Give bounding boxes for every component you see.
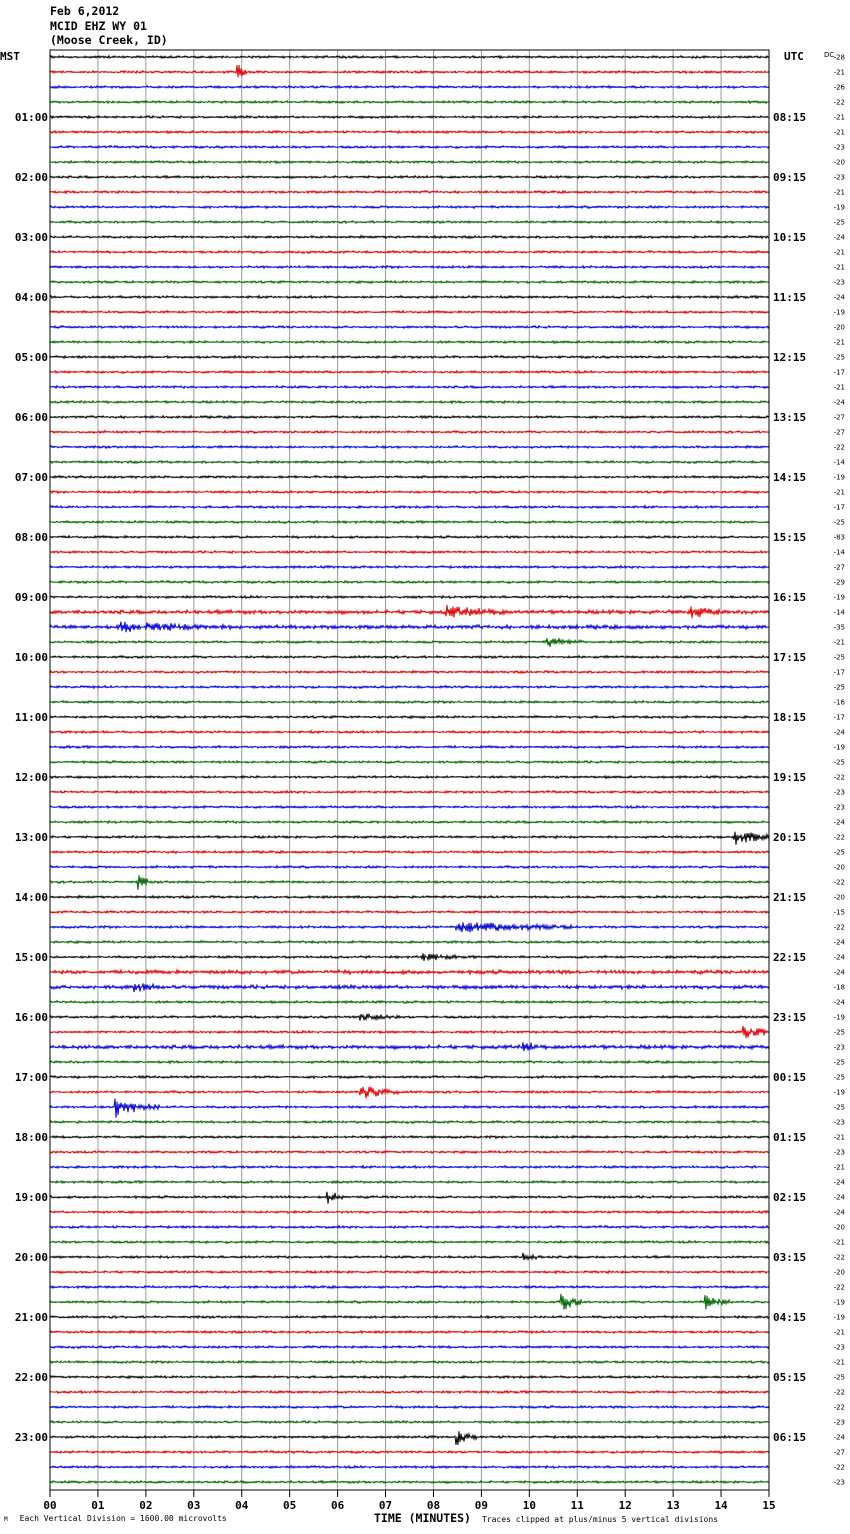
dc-offset-label: -20 xyxy=(833,158,845,167)
dc-offset-label: -15 xyxy=(833,908,845,917)
x-tick-label: 10 xyxy=(522,1499,536,1512)
x-tick-label: 09 xyxy=(474,1499,489,1512)
trace-row xyxy=(50,1192,769,1204)
dc-offset-label: -23 xyxy=(833,173,845,182)
trace-row xyxy=(50,566,769,569)
dc-offset-label: -22 xyxy=(833,443,845,452)
dc-offset-label: -25 xyxy=(833,1103,845,1112)
trace-row xyxy=(50,371,769,374)
mst-hour-label: 13:00 xyxy=(14,831,48,844)
trace-row xyxy=(50,356,769,359)
trace-row xyxy=(50,622,769,633)
trace-row xyxy=(50,638,769,647)
mst-hour-label: 11:00 xyxy=(14,711,48,724)
trace-row xyxy=(50,206,769,209)
clip-note: Traces clipped at plus/minus 5 vertical divisions xyxy=(482,1515,719,1524)
trace-row xyxy=(50,191,769,194)
dc-offset-label: -22 xyxy=(833,833,845,842)
trace-row xyxy=(50,251,769,254)
trace-row xyxy=(50,1361,769,1364)
trace-row xyxy=(50,1087,769,1099)
dc-column-title: DC xyxy=(824,51,835,59)
dc-offset-label: -24 xyxy=(833,293,845,302)
dc-offset-label: -25 xyxy=(833,683,845,692)
trace-row xyxy=(50,1294,769,1310)
dc-offset-label: -21 xyxy=(833,1133,845,1142)
mst-hour-label: 02:00 xyxy=(14,171,48,184)
trace-row xyxy=(50,896,769,899)
mst-hour-label: 01:00 xyxy=(14,111,48,124)
x-tick-label: 04 xyxy=(235,1499,249,1512)
trace-row xyxy=(50,821,769,824)
trace-row xyxy=(50,746,769,749)
trace-row xyxy=(50,1376,769,1379)
trace-row xyxy=(50,281,769,284)
trace-row xyxy=(50,56,769,59)
x-tick-label: 03 xyxy=(187,1499,201,1512)
dc-offset-label: -35 xyxy=(833,623,845,632)
mst-hour-label: 05:00 xyxy=(14,351,48,364)
dc-offset-label: -25 xyxy=(833,1028,845,1037)
dc-offset-label: -24 xyxy=(833,1178,845,1187)
trace-group xyxy=(50,56,769,1484)
dc-offset-label: -21 xyxy=(833,1328,845,1337)
utc-hour-label: 00:15 xyxy=(773,1071,807,1084)
dc-offset-label: -23 xyxy=(833,803,845,812)
trace-row xyxy=(50,984,769,993)
dc-offset-label: -24 xyxy=(833,398,845,407)
trace-row xyxy=(50,1151,769,1154)
utc-hour-label: 10:15 xyxy=(773,231,807,244)
dc-offset-label: -21 xyxy=(833,1163,845,1172)
station-label: MCID EHZ WY 01 xyxy=(50,18,147,33)
utc-hour-label: 19:15 xyxy=(773,771,807,784)
dc-offset-label: -17 xyxy=(833,713,845,722)
trace-row xyxy=(50,65,769,77)
mst-hour-label: 17:00 xyxy=(14,1071,48,1084)
utc-hour-label: 18:15 xyxy=(773,711,807,724)
dc-offset-label: -27 xyxy=(833,413,845,422)
mst-hour-label: 14:00 xyxy=(14,891,48,904)
trace-row xyxy=(50,851,769,854)
mst-hour-label: 16:00 xyxy=(14,1011,48,1024)
dc-offset-label: -24 xyxy=(833,818,845,827)
dc-offset-label: -22 xyxy=(833,923,845,932)
trace-row xyxy=(50,1076,769,1079)
trace-row xyxy=(50,953,769,961)
trace-row xyxy=(50,1061,769,1064)
trace-row xyxy=(50,296,769,299)
utc-hour-label: 16:15 xyxy=(773,591,807,604)
trace-row xyxy=(50,776,769,779)
utc-hour-label: 06:15 xyxy=(773,1431,807,1444)
utc-hour-label: 13:15 xyxy=(773,411,807,424)
mst-hour-label: 12:00 xyxy=(14,771,48,784)
dc-offset-label: -20 xyxy=(833,1223,845,1232)
trace-row xyxy=(50,656,769,659)
dc-offset-label: -21 xyxy=(833,68,845,77)
dc-offset-label: -22 xyxy=(833,1283,845,1292)
x-tick-label: 08 xyxy=(426,1499,441,1512)
mst-hour-label: 03:00 xyxy=(14,231,48,244)
utc-hour-label: 14:15 xyxy=(773,471,807,484)
scale-note: Each Vertical Division = 1600.00 microvolts xyxy=(19,1514,227,1523)
utc-hour-label: 22:15 xyxy=(773,951,807,964)
dc-offset-label: -21 xyxy=(833,263,845,272)
trace-row xyxy=(50,311,769,314)
dc-offset-label: -21 xyxy=(833,638,845,647)
trace-row xyxy=(50,686,769,689)
utc-hour-label: 17:15 xyxy=(773,651,807,664)
trace-row xyxy=(50,1481,769,1484)
trace-row xyxy=(50,1253,769,1260)
trace-row xyxy=(50,671,769,674)
dc-offset-label: -23 xyxy=(833,143,845,152)
dc-offset-label: -24 xyxy=(833,998,845,1007)
trace-row xyxy=(50,791,769,794)
scale-footer xyxy=(4,1514,227,1523)
trace-row xyxy=(50,1431,769,1445)
mst-hour-label: 18:00 xyxy=(14,1131,48,1144)
dc-offset-label: -25 xyxy=(833,758,845,767)
dc-offset-label: -25 xyxy=(833,218,845,227)
dc-offset-label: -19 xyxy=(833,1298,845,1307)
trace-row xyxy=(50,116,769,119)
trace-row xyxy=(50,701,769,704)
trace-row xyxy=(50,131,769,134)
dc-offset-label: -19 xyxy=(833,1013,845,1022)
dc-offset-label: -19 xyxy=(833,743,845,752)
dc-offset-label: -25 xyxy=(833,518,845,527)
dc-offset-label: -22 xyxy=(833,1463,845,1472)
dc-offset-label: -24 xyxy=(833,1433,845,1442)
trace-row xyxy=(50,1166,769,1169)
trace-row xyxy=(50,551,769,554)
trace-row xyxy=(50,1121,769,1124)
trace-row xyxy=(50,1211,769,1214)
dc-offset-label: -14 xyxy=(833,548,845,557)
utc-hour-label: 04:15 xyxy=(773,1311,807,1324)
trace-row xyxy=(50,1466,769,1469)
footer-mark: M xyxy=(4,1516,8,1523)
mst-hour-label: 08:00 xyxy=(14,531,48,544)
mst-hour-label: 07:00 xyxy=(14,471,48,484)
dc-offset-label: -22 xyxy=(833,1253,845,1262)
dc-offset-label: -17 xyxy=(833,503,845,512)
trace-row xyxy=(50,1391,769,1394)
dc-offset-label: -29 xyxy=(833,578,845,587)
trace-row xyxy=(50,536,769,539)
trace-row xyxy=(50,431,769,434)
trace-row xyxy=(50,970,769,974)
dc-offset-label: -14 xyxy=(833,608,845,617)
trace-row xyxy=(50,806,769,809)
trace-row xyxy=(50,866,769,869)
trace-row xyxy=(50,176,769,179)
dc-offset-label: -21 xyxy=(833,128,845,137)
x-tick-label: 02 xyxy=(139,1499,153,1512)
dc-offset-label: -23 xyxy=(833,1343,845,1352)
dc-offset-label: -24 xyxy=(833,1193,845,1202)
trace-row xyxy=(50,1451,769,1454)
dc-offset-label: -24 xyxy=(833,1208,845,1217)
trace-row xyxy=(50,922,769,932)
trace-row xyxy=(50,326,769,329)
utc-hour-label: 20:15 xyxy=(773,831,807,844)
utc-hour-label: 23:15 xyxy=(773,1011,807,1024)
trace-row xyxy=(50,1042,769,1051)
x-tick-label: 14 xyxy=(714,1499,728,1512)
dc-offset-label: -22 xyxy=(833,98,845,107)
dc-offset-label: -27 xyxy=(833,1448,845,1457)
dc-offset-label: -24 xyxy=(833,728,845,737)
dc-offset-label: -21 xyxy=(833,113,845,122)
dc-offset-label: -22 xyxy=(833,773,845,782)
dc-offset-label: -19 xyxy=(833,203,845,212)
axis-labels xyxy=(0,50,846,1512)
trace-row xyxy=(50,911,769,914)
dc-offset-label: -25 xyxy=(833,1373,845,1382)
trace-row xyxy=(50,605,769,618)
x-tick-label: 01 xyxy=(91,1499,105,1512)
trace-row xyxy=(50,832,769,845)
x-tick-label: 05 xyxy=(283,1499,297,1512)
mst-hour-label: 23:00 xyxy=(14,1431,48,1444)
trace-row xyxy=(50,875,769,890)
trace-row xyxy=(50,716,769,719)
dc-offset-label: -83 xyxy=(833,533,845,542)
utc-hour-label: 12:15 xyxy=(773,351,807,364)
dc-offset-label: -25 xyxy=(833,848,845,857)
dc-offset-label: -27 xyxy=(833,563,845,572)
trace-row xyxy=(50,596,769,599)
trace-row xyxy=(50,446,769,449)
date-label: Feb 6,2012 xyxy=(50,4,120,18)
trace-row xyxy=(50,266,769,269)
dc-offset-label: -17 xyxy=(833,668,845,677)
dc-offset-label: -25 xyxy=(833,353,845,362)
dc-offset-label: -21 xyxy=(833,488,845,497)
dc-offset-label: -25 xyxy=(833,1058,845,1067)
trace-row xyxy=(50,461,769,464)
utc-hour-label: 05:15 xyxy=(773,1371,807,1384)
trace-row xyxy=(50,1346,769,1349)
x-tick-label: 06 xyxy=(330,1499,345,1512)
trace-row xyxy=(50,236,769,239)
dc-offset-label: -26 xyxy=(833,83,845,92)
dc-offset-label: -17 xyxy=(833,368,845,377)
trace-row xyxy=(50,1136,769,1139)
mst-hour-label: 15:00 xyxy=(14,951,48,964)
mst-hour-label: 21:00 xyxy=(14,1311,48,1324)
dc-offset-label: -21 xyxy=(833,188,845,197)
x-axis-title: TIME (MINUTES) xyxy=(374,1511,471,1525)
trace-row xyxy=(50,731,769,734)
dc-offset-label: -22 xyxy=(833,878,845,887)
trace-row xyxy=(50,1316,769,1319)
trace-row xyxy=(50,101,769,104)
utc-hour-label: 01:15 xyxy=(773,1131,807,1144)
dc-offset-label: -22 xyxy=(833,1388,845,1397)
trace-row xyxy=(50,521,769,524)
dc-offset-label: -18 xyxy=(833,983,845,992)
dc-offset-label: -23 xyxy=(833,1043,845,1052)
mst-hour-label: 19:00 xyxy=(14,1191,48,1204)
utc-hour-label: 21:15 xyxy=(773,891,807,904)
dc-offset-label: -19 xyxy=(833,1088,845,1097)
trace-row xyxy=(50,1014,769,1021)
x-tick-label: 07 xyxy=(378,1499,393,1512)
trace-row xyxy=(50,1026,769,1038)
dc-offset-label: -23 xyxy=(833,1478,845,1487)
dc-offset-label: -23 xyxy=(833,278,845,287)
dc-offset-label: -16 xyxy=(833,698,845,707)
trace-row xyxy=(50,1286,769,1289)
trace-row xyxy=(50,161,769,164)
dc-offset-label: -21 xyxy=(833,1238,845,1247)
dc-offset-label: -25 xyxy=(833,1073,845,1082)
trace-row xyxy=(50,761,769,764)
trace-row xyxy=(50,1001,769,1004)
dc-offset-label: -25 xyxy=(833,653,845,662)
dc-offset-label: -23 xyxy=(833,1148,845,1157)
utc-hour-label: 11:15 xyxy=(773,291,807,304)
utc-hour-label: 09:15 xyxy=(773,171,807,184)
trace-row xyxy=(50,506,769,509)
trace-row xyxy=(50,341,769,344)
dc-offset-label: -20 xyxy=(833,323,845,332)
trace-row xyxy=(50,491,769,494)
dc-offset-label: -23 xyxy=(833,1418,845,1427)
utc-hour-label: 08:15 xyxy=(773,111,807,124)
utc-axis-title: UTC xyxy=(784,50,804,63)
trace-row xyxy=(50,1271,769,1274)
trace-row xyxy=(50,941,769,944)
dc-offset-label: -21 xyxy=(833,248,845,257)
mst-hour-label: 06:00 xyxy=(14,411,48,424)
x-tick-label: 11 xyxy=(570,1499,584,1512)
utc-hour-label: 03:15 xyxy=(773,1251,807,1264)
dc-offset-label: -23 xyxy=(833,788,845,797)
dc-offset-label: -20 xyxy=(833,863,845,872)
x-tick-label: 15 xyxy=(762,1499,776,1512)
trace-row xyxy=(50,1099,769,1118)
dc-offset-label: -19 xyxy=(833,308,845,317)
trace-row xyxy=(50,1226,769,1229)
dc-offset-label: -20 xyxy=(833,893,845,902)
mst-hour-label: 20:00 xyxy=(14,1251,48,1264)
location-label: (Moose Creek, ID) xyxy=(50,33,168,47)
utc-hour-label: 02:15 xyxy=(773,1191,807,1204)
dc-offset-label: -20 xyxy=(833,1268,845,1277)
dc-offset-label: -23 xyxy=(833,1118,845,1127)
dc-offset-label: -28 xyxy=(833,53,845,62)
dc-offset-label: -19 xyxy=(833,593,845,602)
trace-row xyxy=(50,476,769,479)
x-tick-label: 12 xyxy=(618,1499,632,1512)
trace-row xyxy=(50,416,769,419)
trace-row xyxy=(50,86,769,89)
dc-offset-label: -24 xyxy=(833,953,845,962)
trace-row xyxy=(50,1331,769,1334)
trace-row xyxy=(50,1421,769,1424)
mst-hour-label: 22:00 xyxy=(14,1371,48,1384)
dc-offset-label: -27 xyxy=(833,428,845,437)
mst-axis-title: MST xyxy=(0,50,20,63)
dc-offset-label: -24 xyxy=(833,233,845,242)
mst-hour-label: 09:00 xyxy=(14,591,48,604)
mst-hour-label: 04:00 xyxy=(14,291,48,304)
dc-offset-label: -21 xyxy=(833,338,845,347)
trace-row xyxy=(50,1181,769,1184)
dc-offset-label: -22 xyxy=(833,1403,845,1412)
utc-hour-label: 15:15 xyxy=(773,531,807,544)
trace-row xyxy=(50,401,769,404)
dc-offset-label: -21 xyxy=(833,383,845,392)
trace-row xyxy=(50,581,769,584)
dc-offset-label: -14 xyxy=(833,458,845,467)
trace-row xyxy=(50,1406,769,1409)
trace-row xyxy=(50,146,769,149)
dc-offset-label: -19 xyxy=(833,473,845,482)
trace-row xyxy=(50,221,769,224)
dc-offset-label: -19 xyxy=(833,1313,845,1322)
mst-hour-label: 10:00 xyxy=(14,651,48,664)
dc-offset-label: -21 xyxy=(833,1358,845,1367)
dc-offset-label: -24 xyxy=(833,938,845,947)
trace-row xyxy=(50,1241,769,1244)
x-tick-label: 13 xyxy=(666,1499,680,1512)
dc-offset-label: -24 xyxy=(833,968,845,977)
x-tick-label: 00 xyxy=(43,1499,57,1512)
trace-row xyxy=(50,386,769,389)
